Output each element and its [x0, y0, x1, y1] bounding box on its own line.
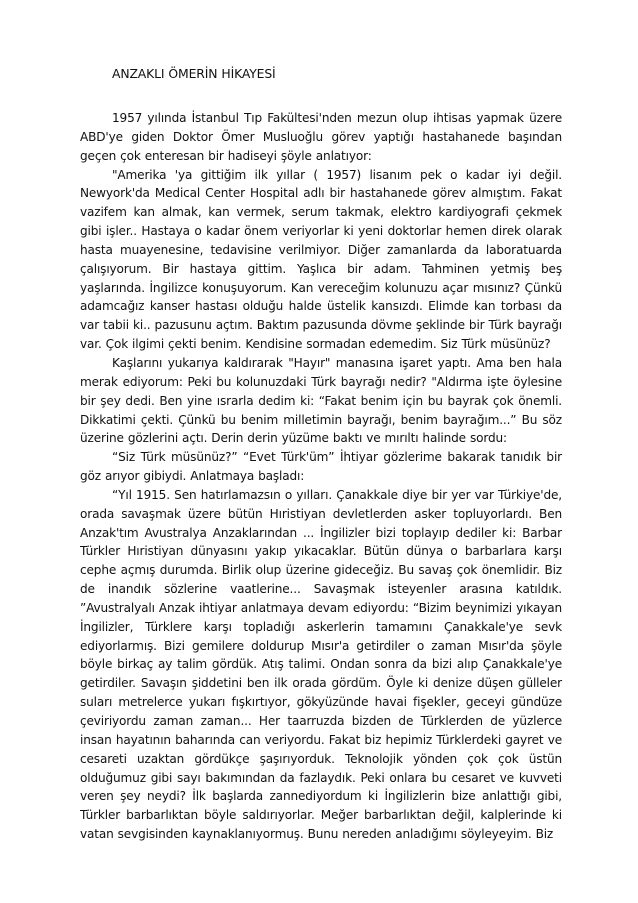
document-title: ANZAKLI ÖMERİN HİKAYESİ — [112, 66, 276, 81]
paragraph-intro: 1957 yılında İstanbul Tıp Fakültesi'nden mezun olup ihtisas yapmak üzere ABD'ye giden Doktor Ömer Musluoğlu görev yaptığı hastahanede başından geçen çok enteresan bir hadiseyi şöyle anlatıyor: — [80, 111, 562, 163]
paragraph-anzac-story: “Yıl 1915. Sen hatırlamazsın o yılları. Çanakkale diye bir yer var Türkiye'de, orada savaşmak üzere bütün Hıristiyan devletlerden asker topluyorlardı. Ben Anzak'tım Avustralya Anzaklarından ... İngilizler bizi toplayıp dediler ki: Barbar Türkler Hıristiyan dünyasını yakıp yıkacaklar. Bütün dünya o barbarlara karşı cephe açmış durumda. Birlik olup üzerine gideceğiz. Bu savaş çok önemlidir. Biz de inandık sözlerine vaatlerine... Savaşmak isteyenler arasına katıldık. ”Avustralyalı Anzak ihtiyar anlatmaya devam ediyordu: “Bizim beynimizi yıkayan İngilizler, Türklere karşı topladığı askerlerin tamamını Çanakkale'ye sevk ediyorlarmış. Bizi gemilere doldurup Mısır'a getirdiler o zaman Mısır'da şöyle böyle birkaç ay talim gördük. Atış talimi. Ondan sonra da bizi alıp Çanakkale'ye getirdiler. Savaşın şiddetini ben ilk orada gördüm. Öyle ki denize düşen gülleler suları metrelerce yukarı fışkırtıyor, gökyüzünde havai fişekler, geceyi gündüze çeviriyordu zaman zaman... Her taarruzda bizden de Türklerden de yüzlerce insan hayatının baharında can veriyordu. Fakat biz hepimiz Türklerdeki gayret ve cesareti uzaktan gördükçe şaşırıyorduk. Teknolojik yönden çok çok üstün olduğumuz gibi sayı bakımından da fazlaydık. Peki onlara bu cesaret ve kuvveti veren şey neydi? İlk başlarda zannediyordum ki İngilizlerin bize anlattığı gibi, Türkler barbarlıktan böyle saldırıyorlar. Meğer barbarlıktan değil, kalplerinde ki vatan sevgisinden kaynaklanıyormuş. Bunu nereden anladığımı söyleyeyim. Biz — [80, 487, 562, 842]
paragraph-hospital: "Amerika 'ya gittiğim ilk yıllar ( 1957) lisanım pek o kadar iyi değil. Newyork'da Medical Center Hospital adlı bir hastahanede görev almıştım. Fakat vazifem kan almak, kan vermek, serum takmak, elektro kardiyografi çekmek gibi işler.. Hastaya o kadar önem veriyorlar ki yeni doktorlar hemen direk olarak hasta muayenesine, tedavisine verilmiyor. Diğer zamanlarda da laboratuarda çalışıyorum. Bir hastaya gittim. Yaşlıca bir adam. Tahminen yetmiş beş yaşlarında. İngilizce konuşuyorum. Kan vereceğim kolunuzu açar mısınız? Çünkü adamcağız kanser hastası olduğu halde üstelik kansızdı. Elimde kan torbası da var tabii ki.. pazusunu açtım. Baktım pazusunda dövme şeklinde bir Türk bayrağı var. Çok ilgimi çekti benim. Kendisine sormadan edemedim. Siz Türk müsünüz? — [80, 167, 562, 352]
paragraph-question: “Siz Türk müsünüz?” “Evet Türk'üm” İhtiyar gözlerime bakarak tanıdık bir göz arıyor gibiydi. Anlatmaya başladı: — [80, 450, 562, 484]
paragraph-flag: Kaşlarını yukarıya kaldırarak "Hayır" manasına işaret yaptı. Ama ben hala merak ediyorum: Peki bu kolunuzdaki Türk bayrağı nedir? "Aldırma işte öylesine bir şey dedi. Ben yine ısrarla dedim ki: “Fakat benim için bu bayrak çok önemli. Dikkatimi çekti. Çünkü bu benim milletimin bayrağı, benim bayrağım...” Bu söz üzerine gözlerini açtı. Derin derin yüzüme baktı ve mırıltı halinde sordu: — [80, 355, 562, 446]
document-body — [80, 109, 562, 844]
